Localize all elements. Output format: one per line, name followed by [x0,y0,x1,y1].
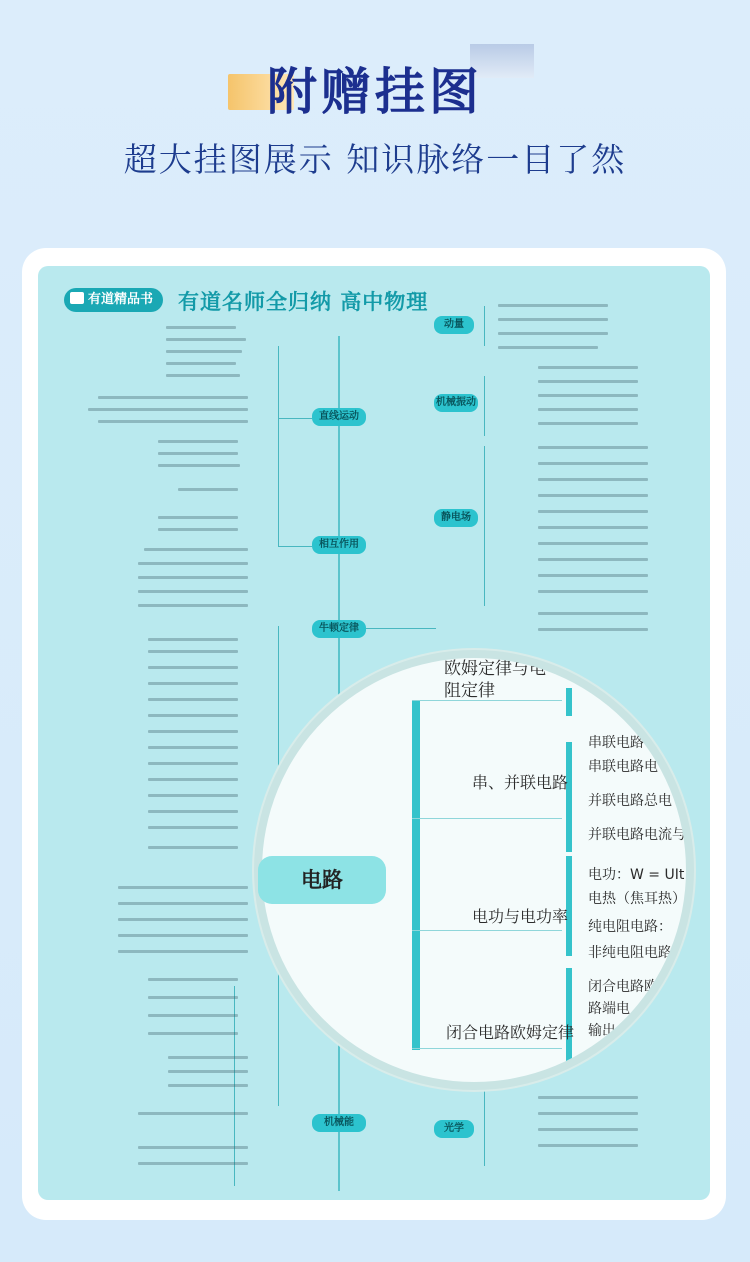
connector [278,418,312,419]
formula-line [158,528,238,531]
formula-line [166,350,242,353]
lens-detail: 输出 [588,1023,616,1039]
book-icon [70,292,84,304]
formula-line [148,996,238,999]
formula-line [148,650,238,653]
lens-detail: 串联电路电 [588,759,658,775]
lens-sub-bar [566,688,572,716]
formula-line [538,628,648,631]
connector [484,446,485,606]
formula-line [148,846,238,849]
lens-detail: 非纯电阻电路 [588,945,672,961]
formula-line [118,902,248,905]
poster-title: 有道名师全归纳 高中物理 [178,290,429,314]
lens-branch-ohm: 欧姆定律与电阻定律 [444,659,546,701]
formula-line [168,1056,248,1059]
formula-line [118,886,248,889]
formula-line [538,510,648,513]
formula-line [168,1084,248,1087]
formula-line [158,516,238,519]
brand-label: 有道精品书 [88,292,154,307]
formula-line [144,548,248,551]
formula-line [538,366,638,369]
formula-line [148,826,238,829]
formula-line [148,1032,238,1035]
node-left-2: 相互作用 [312,536,366,554]
formula-line [138,604,248,607]
page-title: 附赠挂图 [267,63,483,121]
lens-detail: 路端电 [588,1001,630,1017]
formula-line [498,346,598,349]
lens-detail: 电功：W = UIt [588,867,685,883]
formula-line [538,558,648,561]
lens-branch-bar [412,700,420,1050]
connector [366,628,436,629]
lens-detail: 并联电路总电 [588,793,672,809]
formula-line [538,422,638,425]
formula-line [118,934,248,937]
formula-line [148,1014,238,1017]
lens-connector [412,818,562,819]
formula-line [538,526,648,529]
lens-sub-bar [566,968,572,1068]
connector [484,1086,485,1166]
lens-center-node: 电路 [258,856,386,904]
node-left-3: 牛顿定律 [312,620,366,638]
node-right-3: 静电场 [434,509,478,527]
node-left-1: 直线运动 [312,408,366,426]
lens-detail: 并联电路电流与 [588,827,686,843]
formula-line [498,318,608,321]
formula-line [538,590,648,593]
lens-detail: 纯电阻电路： [588,919,672,935]
formula-line [138,1162,248,1165]
formula-line [166,374,240,377]
lens-detail: 闭合电路欧 [588,979,658,995]
formula-line [148,666,238,669]
formula-line [138,576,248,579]
formula-line [538,380,638,383]
lens-sub-bar [566,742,572,852]
lens-connector [412,930,562,931]
formula-line [138,590,248,593]
lens-branch-closed: 闭合电路欧姆定律 [446,1023,575,1042]
formula-line [538,446,648,449]
formula-line [138,1112,248,1115]
lens-detail: 串联电路 [588,735,644,751]
formula-line [148,778,238,781]
formula-line [538,1112,638,1115]
formula-line [148,746,238,749]
lens-branch-series: 串、并联电路 [472,773,569,792]
formula-line [538,494,648,497]
formula-line [158,464,240,467]
formula-line [88,408,248,411]
formula-line [538,408,638,411]
formula-line [538,612,648,615]
formula-line [158,440,238,443]
formula-line [148,682,238,685]
formula-line [538,574,648,577]
formula-line [538,394,638,397]
formula-line [148,978,238,981]
formula-line [538,1144,638,1147]
connector [484,306,485,346]
lens-detail: 电热（焦耳热） [588,891,686,907]
formula-line [166,326,236,329]
formula-line [498,332,608,335]
page-subtitle: 超大挂图展示 知识脉络一目了然 [123,140,627,179]
formula-line [98,396,248,399]
formula-line [166,338,246,341]
formula-line [538,1096,638,1099]
formula-line [498,304,608,307]
formula-line [148,714,238,717]
formula-line [148,794,238,797]
formula-line [148,762,238,765]
brand-badge [64,288,163,312]
node-left-5: 机械能 [312,1114,366,1132]
node-right-1: 动量 [434,316,474,334]
formula-line [138,1146,248,1149]
formula-line [538,462,648,465]
formula-line [158,452,238,455]
formula-line [166,362,236,365]
connector [484,376,485,436]
formula-line [118,950,248,953]
lens-connector [412,1048,562,1049]
connector [278,546,312,547]
formula-line [148,698,238,701]
formula-line [138,562,248,565]
formula-line [538,1128,638,1131]
formula-line [148,638,238,641]
formula-line [178,488,238,491]
formula-line [98,420,248,423]
formula-line [148,810,238,813]
formula-line [538,542,648,545]
formula-line [148,730,238,733]
formula-line [118,918,248,921]
lens-branch-power: 电功与电功率 [472,907,569,926]
connector [278,346,279,546]
node-right-4: 光学 [434,1120,474,1138]
node-right-2: 机械振动 [434,394,478,412]
formula-line [168,1070,248,1073]
formula-line [538,478,648,481]
